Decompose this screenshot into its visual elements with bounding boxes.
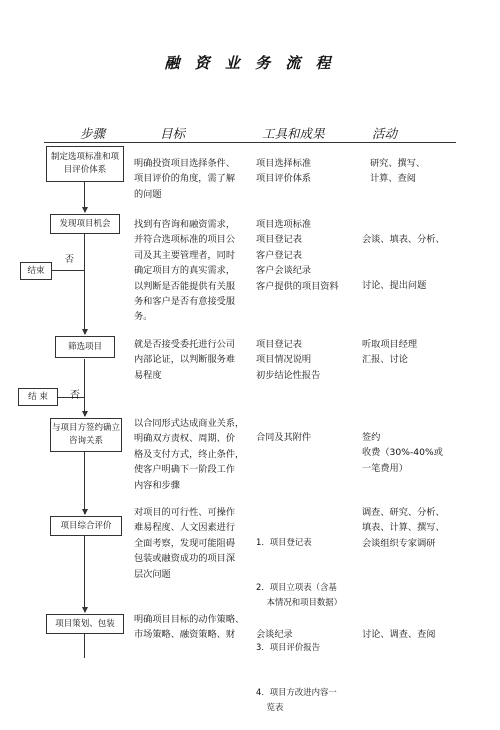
arrow-down-icon [82,607,88,613]
page-title: 融 资 业 务 流 程 [164,54,336,72]
flow-connector [84,234,85,334]
branch-no-label: 否 [65,255,75,265]
tools-text: 会谈纪录 [256,629,293,640]
step-box-contract: 与项目方签约确立咨询关系 [50,418,122,452]
flow-connector [84,536,85,612]
header-activity: 活动 [372,126,398,141]
goal-text: 就是否接受委托进行公司 内部论证，以判断服务难 易程度 [134,339,236,381]
branch-no-label: 否 [70,390,80,401]
activity-text: 听取项目经理 汇报、讨论 [362,339,418,366]
goal-text: 明确项目目标的动作策略、 市场策略、融资策略、财 [134,614,245,641]
tools-list-item: 2．项目立项表（含基 本情况和项目数据） [256,582,343,607]
arrow-down-icon [82,329,88,335]
tools-list-item: 1．项目登记表 [256,537,312,547]
flow-connector [84,634,85,658]
goal-text: 对项目的可行性、可操作 难易程度、人文因素进行 全面考察，发现可能阻碍 包装或融资成功的项目深 层次问题 [134,507,236,580]
tools-list-item: 4．项目方改进内容一 览表 [256,687,337,712]
flow-connector [84,452,85,514]
tools-list [256,505,342,730]
branch-line [47,270,84,271]
activity-text: 研究、撰写、 计算、查阅 [370,158,426,185]
exit-box-2: 结 束 [18,388,58,406]
step-box-discover: 发现项目机会 [50,214,120,234]
step-box-criteria: 制定选项标准和项目评价体系 [46,146,124,182]
arrow-down-icon [82,411,88,417]
tools-text: 项目选项标准 项目登记表 客户登记表 客户会谈纪录 客户提供的项目资料 [256,219,339,292]
step-box-screen: 筛选项目 [55,336,115,358]
exit-box-1: 结束 [20,262,52,280]
goal-text: 以合同形式达成商业关系， 明确双方责权、周期、价 格及支付方式，终止条件， 使客户明确下一阶段工作 内容和步骤 [134,418,245,491]
tools-list-item: 3．项目评价报告 [256,642,320,652]
tools-text: 项目选择标准 项目评价体系 [256,158,312,185]
arrow-down-icon [82,509,88,515]
header-tools: 工具和成果 [262,126,325,141]
goal-text: 明确投资项目选择条件、 项目评价的角度，需了解 的问题 [134,158,236,200]
header-rule [44,142,456,143]
tools-text: 合同及其附件 [256,432,312,443]
arrow-down-icon [82,207,88,213]
activity-text: 签约 收费（30%-40%或 一笔费用） [362,432,443,474]
flow-connector [84,359,85,416]
activity-text: 讨论、调查、查阅 [362,629,436,640]
activity-text: 会谈、填表、分析、 讨论、提出问题 [362,234,445,292]
step-box-planning: 项目策划、包装 [46,614,124,634]
tools-text: 项目登记表 项目情况说明 初步结论性报告 [256,339,321,381]
activity-text: 调查、研究、分析、 填表、计算、撰写、 会谈组织专家调研 [362,507,445,549]
header-goal: 目标 [160,126,186,141]
header-step: 步骤 [80,126,106,141]
step-box-evaluation: 项目综合评价 [50,516,122,536]
goal-text: 找到有咨询和融资需求， 并符合选项标准的项目公 司及其主要管理者，同时 确定项目方的真实需求， 以判断是否能提供有关服 务和客户是否有意接受服 务。 [134,219,236,323]
